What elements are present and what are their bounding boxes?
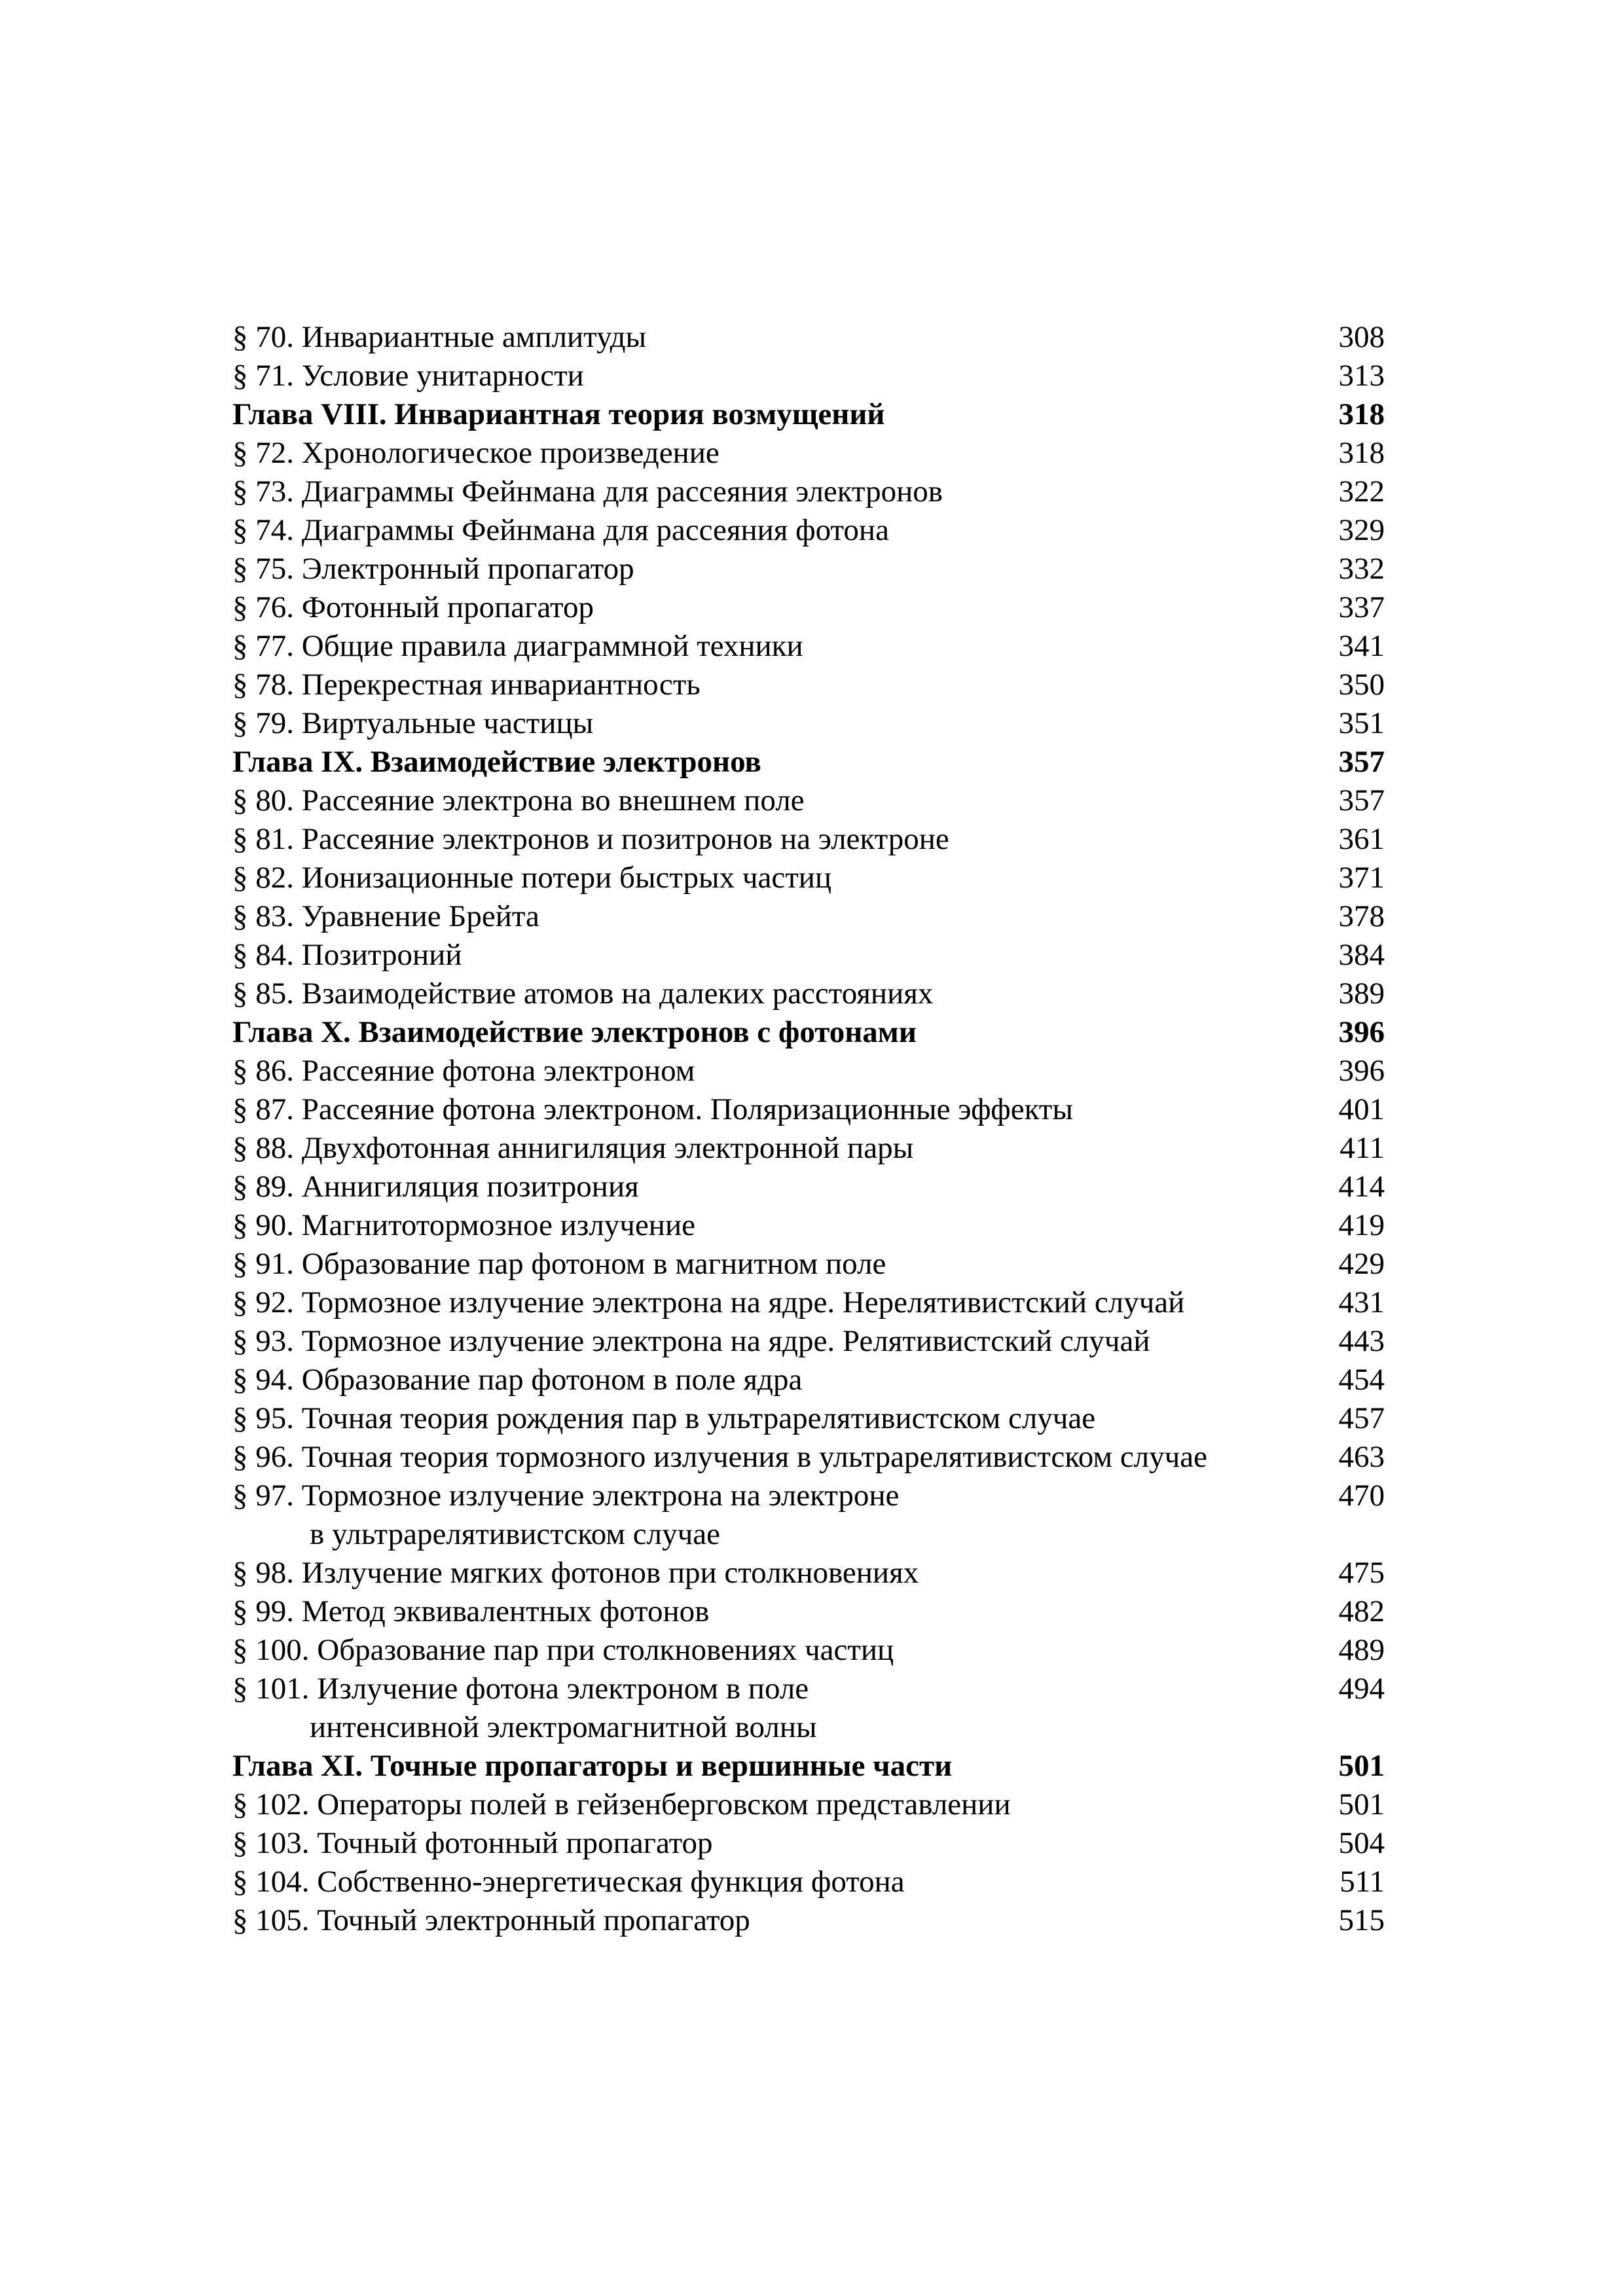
toc-entry-page: 454 (1338, 1363, 1385, 1397)
table-of-contents (232, 318, 1385, 1940)
toc-entry (232, 1168, 1385, 1206)
toc-entry (232, 1361, 1385, 1399)
toc-entry-title: § 79. Виртуальные частицы (232, 706, 594, 740)
toc-chapter-entry (232, 743, 1385, 781)
toc-entry-page: 389 (1338, 977, 1385, 1011)
toc-entry-page: 384 (1338, 938, 1385, 972)
toc-entry (232, 666, 1385, 704)
toc-entry (232, 1090, 1385, 1129)
toc-entry-page: 494 (1338, 1672, 1385, 1706)
toc-entry (232, 859, 1385, 897)
toc-entry (232, 1554, 1385, 1592)
toc-chapter-title: Глава X. Взаимодействие электронов с фотонами (232, 1015, 917, 1049)
toc-entry-title: § 86. Рассеяние фотона электроном (232, 1054, 695, 1088)
toc-chapter-page: 357 (1338, 745, 1385, 779)
toc-entry-page: 332 (1338, 552, 1385, 586)
toc-entry-page: 351 (1338, 706, 1385, 740)
toc-entry-page: 457 (1338, 1401, 1385, 1435)
toc-entry (232, 1438, 1385, 1477)
toc-entry-page: 511 (1340, 1865, 1385, 1899)
toc-entry-page: 401 (1338, 1092, 1385, 1126)
toc-entry (232, 1322, 1385, 1361)
toc-entry-title: § 71. Условие унитарности (232, 359, 584, 393)
toc-entry (232, 1824, 1385, 1863)
toc-entry (232, 936, 1385, 975)
toc-entry-page: 350 (1338, 668, 1385, 702)
toc-entry-page: 489 (1338, 1633, 1385, 1667)
toc-entry-page: 504 (1338, 1826, 1385, 1860)
toc-entry-title: § 85. Взаимодействие атомов на далеких расстояниях (232, 977, 934, 1011)
toc-entry-title: § 100. Образование пар при столкновениях частиц (232, 1633, 894, 1667)
toc-entry (232, 820, 1385, 859)
toc-entry-page: 470 (1338, 1479, 1385, 1513)
toc-entry-title: § 83. Уравнение Брейта (232, 899, 539, 933)
toc-entry-title: § 74. Диаграммы Фейнмана для рассеяния фотона (232, 513, 889, 547)
toc-chapter-title: Глава VIII. Инвариантная теория возмущений (232, 397, 885, 431)
toc-entry (232, 781, 1385, 820)
toc-entry-title: § 101. Излучение фотона электроном в поле интенсивной электромагнитной волны (232, 1672, 817, 1744)
toc-entry (232, 975, 1385, 1013)
toc-entry-title: § 88. Двухфотонная аннигиляция электронной пары (232, 1131, 914, 1165)
toc-entry-title: § 97. Тормозное излучение электрона на электроне в ультрарелятивистском случае (232, 1479, 900, 1551)
toc-entry-page: 411 (1340, 1131, 1385, 1165)
toc-entry-title: § 70. Инвариантные амплитуды (232, 320, 647, 354)
toc-entry (232, 1129, 1385, 1168)
toc-entry (232, 318, 1385, 357)
toc-entry-title: § 96. Точная теория тормозного излучения в ультрарелятивистском случае (232, 1440, 1207, 1474)
toc-entry-title: § 99. Метод эквивалентных фотонов (232, 1594, 710, 1628)
toc-entry-title: § 80. Рассеяние электрона во внешнем поле (232, 783, 805, 817)
toc-entry-title: § 105. Точный электронный пропагатор (232, 1903, 750, 1937)
toc-entry-title: § 76. Фотонный пропагатор (232, 590, 594, 624)
toc-entry-title: § 104. Собственно-энергетическая функция фотона (232, 1865, 905, 1899)
toc-entry-title: § 84. Позитроний (232, 938, 462, 972)
toc-entry-title: § 90. Магнитотормозное излучение (232, 1208, 695, 1242)
toc-entry-page: 482 (1338, 1594, 1385, 1628)
toc-entry-title: § 98. Излучение мягких фотонов при столкновениях (232, 1556, 919, 1590)
toc-chapter-page: 501 (1338, 1749, 1385, 1783)
toc-entry-page: 361 (1338, 822, 1385, 856)
toc-entry-title: § 73. Диаграммы Фейнмана для рассеяния электронов (232, 475, 943, 509)
toc-entry-title: § 95. Точная теория рождения пар в ультрарелятивистском случае (232, 1401, 1096, 1435)
toc-entry (232, 588, 1385, 627)
toc-chapter-entry (232, 1013, 1385, 1052)
toc-entry-page: 419 (1338, 1208, 1385, 1242)
toc-chapter-title: Глава IX. Взаимодействие электронов (232, 745, 761, 779)
toc-entry-title: § 87. Рассеяние фотона электроном. Поляризационные эффекты (232, 1092, 1073, 1126)
toc-entry (232, 511, 1385, 550)
toc-entry-page: 463 (1338, 1440, 1385, 1474)
toc-entry-title: § 91. Образование пар фотоном в магнитном поле (232, 1247, 886, 1281)
toc-entry (232, 357, 1385, 395)
toc-entry-title: § 75. Электронный пропагатор (232, 552, 634, 586)
toc-entry-title: § 72. Хронологическое произведение (232, 436, 720, 470)
toc-entry-page: 429 (1338, 1247, 1385, 1281)
toc-entry-title: § 89. Аннигиляция позитрония (232, 1170, 639, 1204)
toc-entry-title: § 81. Рассеяние электронов и позитронов на электроне (232, 822, 949, 856)
toc-entry-title: § 102. Операторы полей в гейзенберговском представлении (232, 1787, 1011, 1821)
toc-entry-page: 357 (1338, 783, 1385, 817)
toc-entry (232, 550, 1385, 588)
toc-entry (232, 1670, 1385, 1747)
toc-entry-title: § 78. Перекрестная инвариантность (232, 668, 701, 702)
toc-entry-page: 431 (1338, 1285, 1385, 1319)
toc-entry (232, 434, 1385, 473)
toc-entry (232, 1283, 1385, 1322)
toc-chapter-page: 396 (1338, 1015, 1385, 1049)
toc-entry (232, 627, 1385, 666)
toc-entry-page: 515 (1338, 1903, 1385, 1937)
toc-entry-title: § 77. Общие правила диаграммной техники (232, 629, 803, 663)
toc-entry-page: 318 (1338, 436, 1385, 470)
toc-chapter-entry (232, 1747, 1385, 1785)
toc-entry (232, 1477, 1385, 1554)
toc-entry-page: 308 (1338, 320, 1385, 354)
toc-entry-title: § 103. Точный фотонный пропагатор (232, 1826, 713, 1860)
toc-entry (232, 897, 1385, 936)
toc-entry (232, 1592, 1385, 1631)
toc-entry-page: 396 (1338, 1054, 1385, 1088)
toc-chapter-title: Глава XI. Точные пропагаторы и вершинные части (232, 1749, 953, 1783)
toc-entry (232, 473, 1385, 511)
toc-entry-page: 378 (1338, 899, 1385, 933)
toc-entry (232, 1399, 1385, 1438)
toc-entry-page: 341 (1338, 629, 1385, 663)
toc-entry-page: 501 (1338, 1787, 1385, 1821)
toc-entry-title: § 93. Тормозное излучение электрона на ядре. Релятивистский случай (232, 1324, 1150, 1358)
toc-entry-title: § 82. Ионизационные потери быстрых частиц (232, 861, 832, 895)
toc-entry (232, 1785, 1385, 1824)
toc-entry-page: 371 (1338, 861, 1385, 895)
toc-entry (232, 1863, 1385, 1901)
toc-entry (232, 704, 1385, 743)
toc-entry-page: 313 (1338, 359, 1385, 393)
toc-entry-page: 443 (1338, 1324, 1385, 1358)
toc-entry-title: § 94. Образование пар фотоном в поле ядра (232, 1363, 803, 1397)
toc-entry-page: 337 (1338, 590, 1385, 624)
toc-chapter-page: 318 (1338, 397, 1385, 431)
toc-entry (232, 1901, 1385, 1940)
toc-entry (232, 1206, 1385, 1245)
toc-entry-page: 322 (1338, 475, 1385, 509)
toc-entry-page: 475 (1338, 1556, 1385, 1590)
toc-entry-page: 329 (1338, 513, 1385, 547)
toc-entry-title: § 92. Тормозное излучение электрона на ядре. Нерелятивистский случай (232, 1285, 1185, 1319)
toc-entry (232, 1245, 1385, 1283)
toc-entry-page: 414 (1338, 1170, 1385, 1204)
toc-entry (232, 1052, 1385, 1090)
toc-entry (232, 1631, 1385, 1670)
toc-chapter-entry (232, 395, 1385, 434)
